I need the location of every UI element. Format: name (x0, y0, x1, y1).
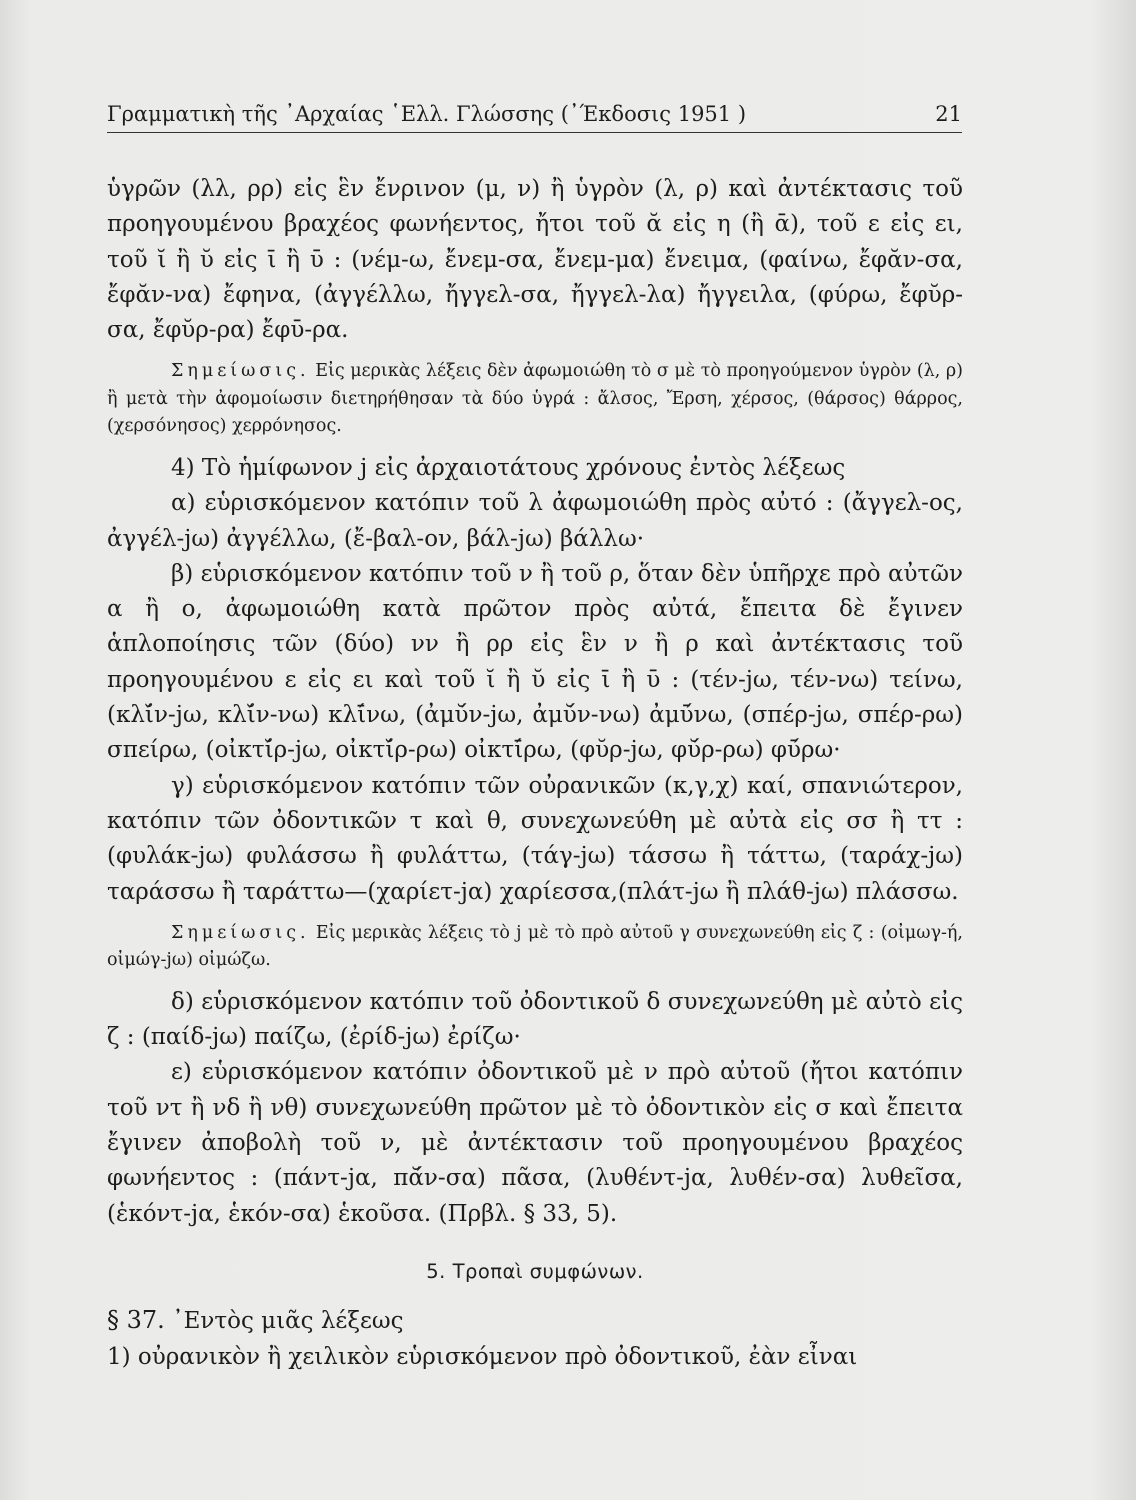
paragraph-item-b: β) εὑρισκόμενον κατόπιν τοῦ ν ἢ τοῦ ρ, ὅταν δὲν ὑπῆρχε πρὸ αὐτῶν α ἢ ο, ἀφωμοιώθη κατὰ πρῶτον πρὸς αὐτά, ἔπειτα δὲ ἔγινεν ἁπλοποίησις τῶν (δύο) νν ἢ ρρ εἰς ἓν ν ἢ ρ καὶ ἀντέκτασις τοῦ προηγουμένου ε εἰς ει καὶ τοῦ ῐ ἢ ῠ εἰς ῑ ἢ ῡ : (τέν-jω, τέν-νω) τείνω, (κλῐ́ν-jω, κλῐ́ν-νω) κλῑ́νω, (ἀμῠ́ν-jω, ἀμῠ́ν-νω) ἀμῡ́νω, (σπέρ-jω, σπέρ-ρω) σπείρω, (οἰκτῐ́ρ-jω, οἰκτῐ́ρ-ρω) οἰκτῑ́ρω, (φῠρ-jω, φῠ́ρ-ρω) φῡ́ρω· (107, 560, 963, 764)
paragraph-item-a: α) εὑρισκόμενον κατόπιν τοῦ λ ἀφωμοιώθη πρὸς αὐτό : (ἄγγελ-ος, ἀγγέλ-jω) ἀγγέλλω, (ἔ-βαλ-ον, βάλ-jω) βάλλω· (107, 490, 963, 552)
paragraph-continuation: ὑγρῶν (λλ, ρρ) εἰς ἓν ἔνρινον (μ, ν) ἢ ὑγρὸν (λ, ρ) καὶ ἀντέκτασις τοῦ προηγουμένου βραχέος φωνήεντος, ἤτοι τοῦ ᾰ εἰς η (ἢ ᾱ), τοῦ ε εἰς ει, τοῦ ῐ ἢ ῠ εἰς ῑ ἢ ῡ : (νέμ-ω, ἔνεμ-σα, ἔνεμ-μα) ἔνειμα, (φαίνω, ἔφᾰν-σα, ἔφᾰν-να) ἔφηνα, (ἀγγέλλω, ἤγγελ-σα, ἤγγελ-λα) ἤγγειλα, (φύρω, ἔφῠρ-σα, ἔφῠρ-ρα) ἔφῡ-ρα. (107, 176, 963, 344)
running-title: Γραμματικὴ τῆς ᾿Αρχαίας ῾Ελλ. Γλώσσης (᾿Έκδοσις 1951 ) (107, 102, 747, 126)
section-title: ᾿Εντὸς μιᾶς λέξεως (172, 1308, 404, 1335)
paragraph-item-4: 4) Τὸ ἡμίφωνον j εἰς ἀρχαιοτάτους χρόνους ἐντὸς λέξεως (171, 454, 846, 481)
paragraph-item-e: ε) εὑρισκόμενον κατόπιν ὀδοντικοῦ μὲ ν πρὸ αὐτοῦ (ἤτοι κατόπιν τοῦ ντ ἢ νδ ἢ νθ) συνεχωνεύθη πρῶτον μὲ τὸ ὀδοντικὸν εἰς σ καὶ ἔπειτα ἔγινεν ἀποβολὴ τοῦ ν, μὲ ἀντέκτασιν τοῦ προηγουμένου βραχέος φωνήεντος : (πάντ-jα, πᾰ́ν-σα) πᾶσα, (λυθέντ-jα, λυθέν-σα) λυθεῖσα, (ἑκόντ-jα, ἑκόν-σα) ἑκοῦσα. (Πρβλ. § 33, 5). (107, 1059, 963, 1227)
section-heading: 5. Τροπαὶ συμφώνων. (426, 1259, 644, 1283)
page-number: 21 (935, 102, 962, 126)
page-body (107, 172, 963, 1375)
note-text: Εἰς μερικὰς λέξεις τὸ j μὲ τὸ πρὸ αὐτοῦ γ συνεχωνεύθη εἰς ζ : (οἰμωγ-ή, οἰμώγ-jω) οἰμώζω. (107, 922, 963, 971)
paragraph-item-c: γ) εὑρισκόμενον κατόπιν τῶν οὐρανικῶν (κ,γ,χ) καί, σπανιώτερον, κατόπιν τῶν ὀδοντικῶν τ καὶ θ, συνεχωνεύθη μὲ αὐτὰ εἰς σσ ἢ ττ : (φυλάκ-jω) φυλάσσω ἢ φυλάττω, (τάγ-jω) τάσσω ἢ τάττω, (ταράχ-jω) ταράσσω ἢ ταράττω—(χαρίετ-jα) χαρίεσσα,(πλάτ-jω ἢ πλάθ-jω) πλάσσω. (107, 772, 963, 905)
section-number: § 37. (107, 1306, 165, 1335)
note-label: Σημείωσις. (171, 922, 310, 943)
note-remark-2 (107, 920, 963, 975)
paragraph-item-1: 1) οὐρανικὸν ἢ χειλικὸν εὑρισκόμενον πρὸ ὀδοντικοῦ, ἐὰν εἶναι (107, 1343, 858, 1370)
running-header (107, 102, 962, 133)
paragraph-item-d: δ) εὑρισκόμενον κατόπιν τοῦ ὀδοντικοῦ δ συνεχωνεύθη μὲ αὐτὸ εἰς ζ : (παίδ-jω) παίζω, (ἐρίδ-jω) ἐρίζω· (107, 988, 963, 1051)
note-text: Εἰς μερικὰς λέξεις δὲν ἀφωμοιώθη τὸ σ μὲ τὸ προηγούμενον ὑγρὸν (λ, ρ) ἢ μετὰ τὴν ἀφομοίωσιν διετηρήθησαν τὰ δύο ὑγρά : ἄλσος, Ἔρση, χέρσος, (θάρσος) θάρρος, (χερσόνησος) χερρόνησος. (107, 361, 964, 437)
note-remark (107, 358, 963, 441)
note-label: Σημείωσις. (171, 361, 310, 382)
paragraph-section-37 (107, 1303, 963, 1339)
